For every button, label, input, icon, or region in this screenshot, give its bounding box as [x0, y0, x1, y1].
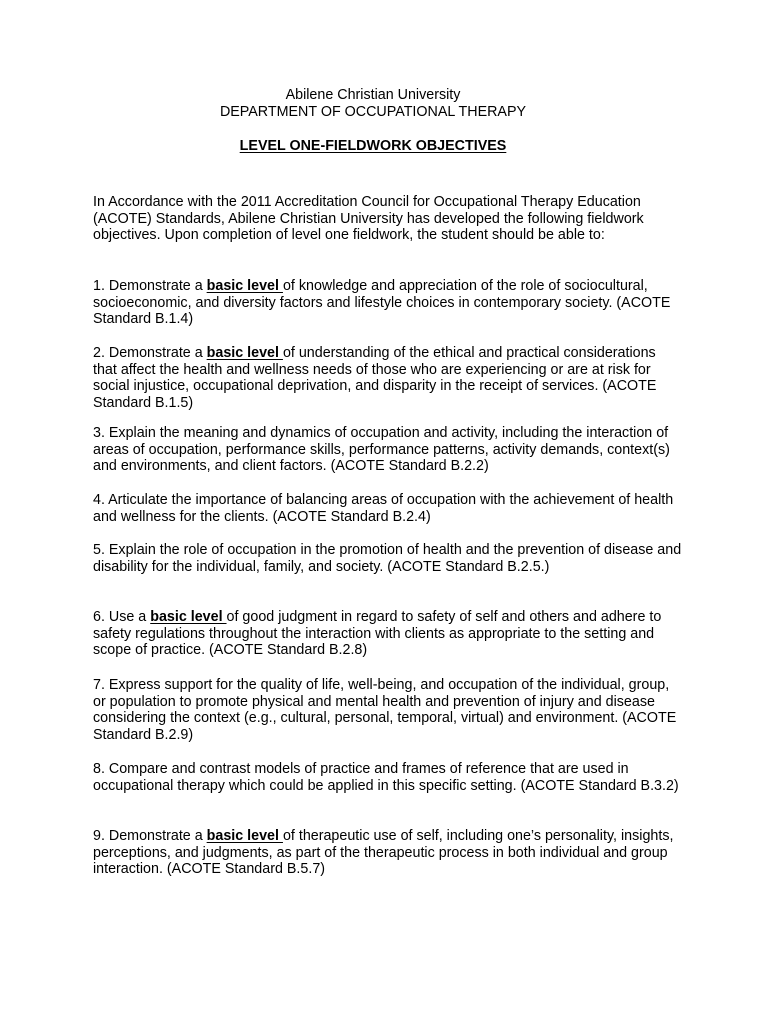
university-name: Abilene Christian University [285, 87, 461, 103]
department-name: DEPARTMENT OF OCCUPATIONAL THERAPY [219, 104, 527, 120]
objective-6-body: of good judgment in regard to safety of self and others and adhere to safety regulations throughout the interaction with clients as appropriate to the setting and scope of practice. (ACOTE Standard B.2.8) [93, 609, 662, 659]
objective-4: 4. Articulate the importance of balancing areas of occupation with the achievement of health and wellness for the clients. (ACOTE Standard B.2.4) [93, 492, 674, 525]
objective-2 [93, 345, 683, 412]
objective-9-lead: 9. Demonstrate a [93, 828, 207, 844]
objective-9 [93, 828, 683, 878]
objective-9-body: of therapeutic use of self, including one’s personality, insights, perceptions, and judgments, as part of the therapeutic process in both individual and group interaction. (ACOTE Standard B.5.7) [93, 828, 674, 878]
objective-1-lead: 1. Demonstrate a [93, 278, 207, 294]
document-title: LEVEL ONE-FIELDWORK OBJECTIVES [239, 138, 507, 154]
objective-2-emphasis: basic level [206, 345, 283, 361]
objective-3: 3. Explain the meaning and dynamics of occupation and activity, including the interaction of areas of occupation, performance skills, performance patterns, activity demands, context(s) and environments, and client factors. (ACOTE Standard B.2.2) [93, 425, 670, 475]
objective-2-lead: 2. Demonstrate a [93, 345, 207, 361]
objective-1-emphasis: basic level [206, 278, 283, 294]
objective-5: 5. Explain the role of occupation in the promotion of health and the prevention of disease and disability for the individual, family, and society. (ACOTE Standard B.2.5.) [93, 542, 682, 575]
objective-1 [93, 278, 683, 328]
objective-7: 7. Express support for the quality of life, well-being, and occupation of the individual, group, or population to promote physical and mental health and prevention of injury and disease considering the context (e.g., cultural, personal, temporal, virtual) and environment. (ACOTE Standard B.2.9) [93, 677, 677, 744]
objective-8: 8. Compare and contrast models of practice and frames of reference that are used in occupational therapy which could be applied in this specific setting. (ACOTE Standard B.3.2) [93, 761, 679, 794]
objective-2-body: of understanding of the ethical and practical considerations that affect the health and wellness needs of those who are experiencing or are at risk for social injustice, occupational deprivation, and disparity in the receipt of services. (ACOTE Standard B.1.5) [93, 345, 657, 412]
intro-paragraph: In Accordance with the 2011 Accreditation Council for Occupational Therapy Education (ACOTE) Standards, Abilene Christian University has developed the following fieldwork objectives. Upon completion of level one fieldwork, the student should be able to: [93, 194, 644, 244]
objective-6-lead: 6. Use a [93, 609, 151, 625]
objective-1-body: of knowledge and appreciation of the role of sociocultural, socioeconomic, and diversity factors and lifestyle choices in contemporary society. (ACOTE Standard B.1.4) [93, 278, 671, 328]
objective-9-emphasis: basic level [206, 828, 283, 844]
objective-6 [93, 609, 683, 659]
objective-6-emphasis: basic level [150, 609, 227, 625]
